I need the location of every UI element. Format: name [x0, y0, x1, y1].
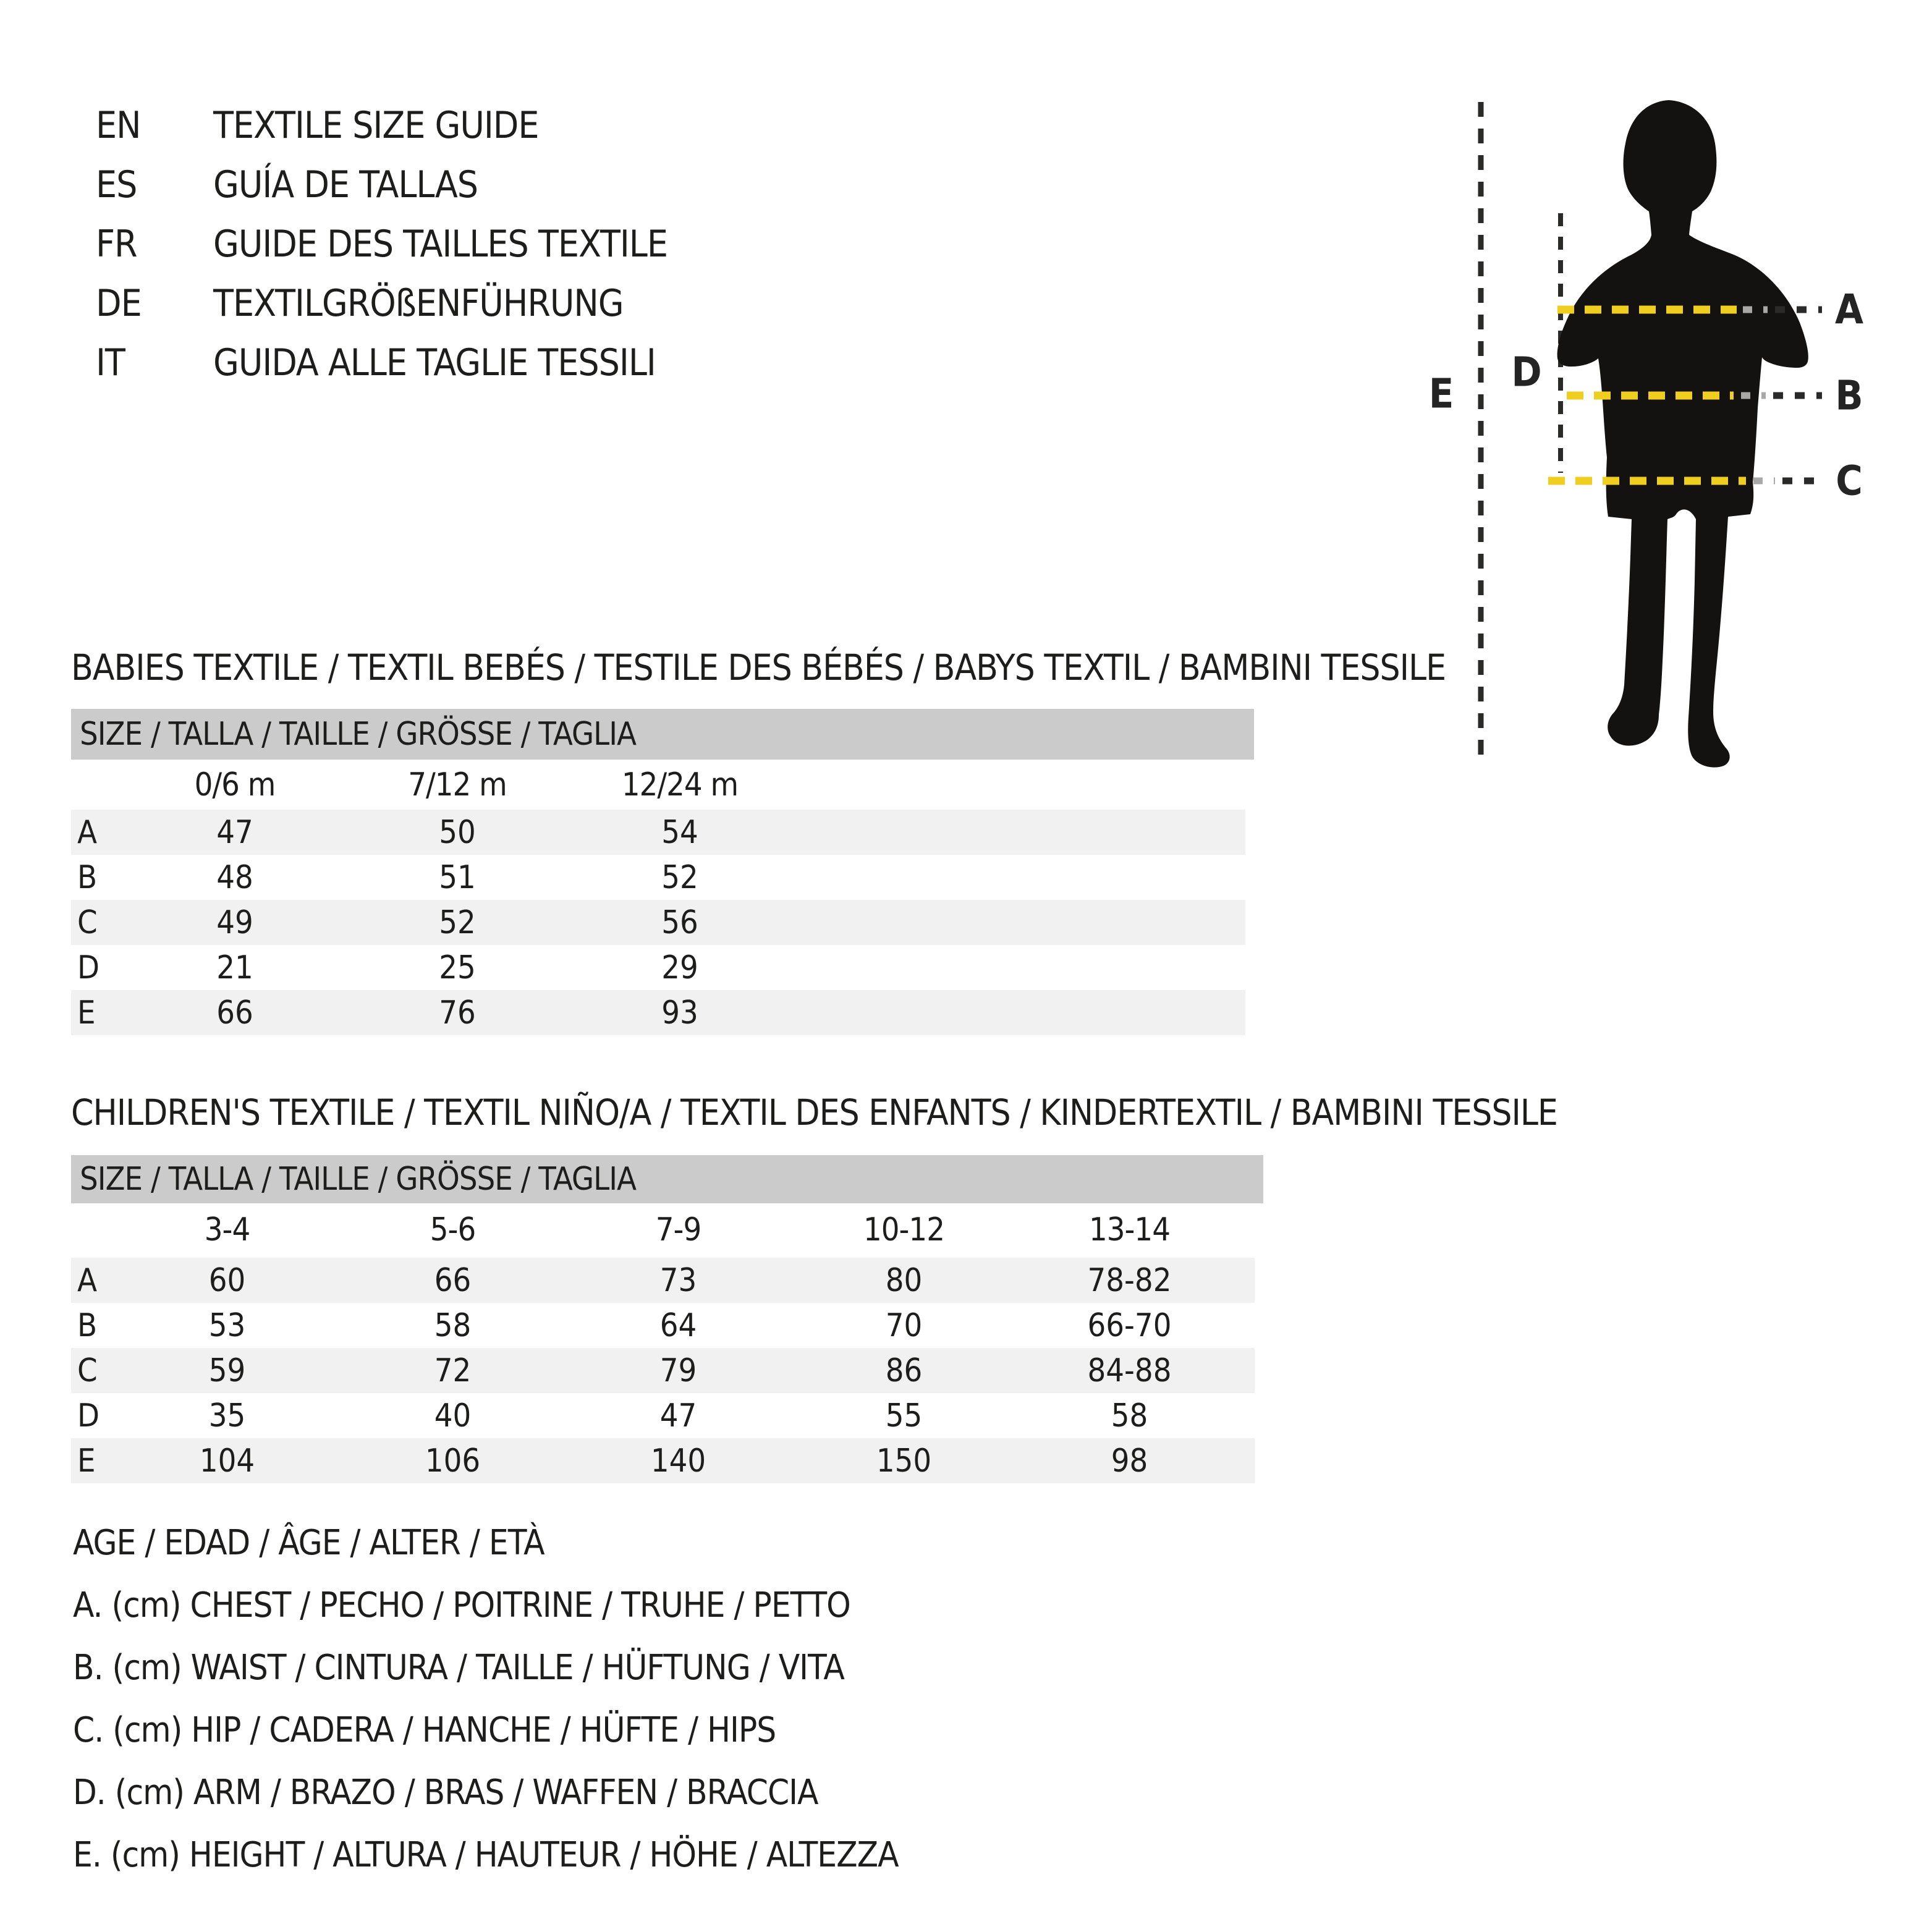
babies-column-header: 12/24 m [621, 766, 739, 803]
table-cell: 80 [885, 1261, 923, 1299]
table-row [71, 1303, 1255, 1348]
table-cell: 98 [1111, 1442, 1148, 1480]
children-column-header: 5-6 [430, 1211, 476, 1248]
table-row [71, 990, 1245, 1035]
row-label: C [77, 1352, 98, 1389]
table-cell: 47 [216, 813, 253, 851]
babies-column-header: 7/12 m [408, 766, 507, 803]
measurement-legend [73, 1522, 899, 1896]
table-cell: 106 [425, 1442, 481, 1480]
babies-table-rows [71, 810, 1245, 1035]
guide-title-it: GUIDA ALLE TAGLIE TESSILI [213, 341, 656, 384]
legend-line-waist: B. (cm) WAIST / CINTURA / TAILLE / HÜFTUNG / VITA [73, 1648, 844, 1688]
children-column-header: 13-14 [1089, 1211, 1170, 1248]
legend-line-chest: A. (cm) CHEST / PECHO / POITRINE / TRUHE / PETTO [73, 1585, 850, 1625]
row-label: D [77, 949, 100, 986]
row-label: B [77, 1307, 98, 1344]
table-cell: 84-88 [1087, 1352, 1172, 1389]
table-row [71, 1348, 1255, 1393]
table-cell: 52 [661, 858, 698, 896]
language-code: EN [96, 104, 141, 147]
table-cell: 58 [1111, 1397, 1148, 1434]
legend-line-age: AGE / EDAD / ÂGE / ALTER / ETÀ [73, 1523, 544, 1563]
table-cell: 29 [661, 949, 698, 986]
row-label: E [77, 994, 96, 1032]
measure-label-e: E [1428, 370, 1454, 418]
language-code: FR [96, 222, 137, 266]
table-cell: 66 [216, 994, 253, 1032]
row-label: E [77, 1442, 96, 1480]
table-cell: 25 [439, 949, 476, 986]
babies-section-heading: BABIES TEXTILE / TEXTIL BEBÉS / TESTILE DES BÉBÉS / BABYS TEXTIL / BAMBINI TESSILE [71, 646, 1446, 688]
table-cell: 72 [434, 1352, 472, 1389]
table-cell: 64 [659, 1307, 697, 1344]
table-cell: 93 [661, 994, 698, 1032]
table-cell: 58 [434, 1307, 472, 1344]
children-column-header: 10-12 [863, 1211, 944, 1248]
table-cell: 79 [659, 1352, 697, 1389]
children-column-header: 3-4 [204, 1211, 250, 1248]
table-row [71, 855, 1245, 900]
table-cell: 21 [216, 949, 253, 986]
legend-line-height: E. (cm) HEIGHT / ALTURA / HAUTEUR / HÖHE / ALTEZZA [73, 1835, 899, 1875]
babies-column-header: 0/6 m [194, 766, 276, 803]
measure-label-d: D [1511, 348, 1542, 396]
table-row [71, 1438, 1255, 1483]
language-code: DE [96, 282, 142, 325]
table-cell: 50 [439, 813, 476, 851]
language-row-fr [96, 222, 667, 266]
language-title-list [96, 104, 667, 400]
measure-label-a: A [1835, 286, 1863, 334]
children-section-heading: CHILDREN'S TEXTILE / TEXTIL NIÑO/A / TEXTIL DES ENFANTS / KINDERTEXTIL / BAMBINI TESSILE [71, 1091, 1557, 1133]
table-cell: 47 [659, 1397, 697, 1434]
table-cell: 66 [434, 1261, 472, 1299]
table-cell: 140 [650, 1442, 706, 1480]
table-cell: 35 [208, 1397, 246, 1434]
row-label: A [77, 813, 97, 851]
language-code: IT [96, 341, 125, 384]
language-row-de [96, 282, 667, 325]
table-cell: 56 [661, 904, 698, 941]
row-label: B [77, 858, 98, 896]
table-cell: 52 [439, 904, 476, 941]
table-cell: 54 [661, 813, 698, 851]
table-cell: 66-70 [1087, 1307, 1172, 1344]
row-label: D [77, 1397, 100, 1434]
language-row-en [96, 104, 667, 147]
table-cell: 49 [216, 904, 253, 941]
table-cell: 55 [885, 1397, 923, 1434]
babies-size-header-bar: SIZE / TALLA / TAILLE / GRÖSSE / TAGLIA [71, 709, 1254, 760]
table-cell: 60 [208, 1261, 246, 1299]
measure-label-b: B [1835, 371, 1863, 420]
children-table-rows [71, 1258, 1255, 1483]
table-row [71, 1393, 1255, 1438]
table-cell: 70 [885, 1307, 923, 1344]
legend-line-arm: D. (cm) ARM / BRAZO / BRAS / WAFFEN / BRACCIA [73, 1773, 818, 1813]
children-column-header-row [71, 1208, 1255, 1252]
table-cell: 59 [208, 1352, 246, 1389]
table-cell: 53 [208, 1307, 246, 1344]
measure-label-c: C [1836, 457, 1863, 505]
guide-title-en: TEXTILE SIZE GUIDE [213, 104, 539, 147]
row-label: A [77, 1261, 97, 1299]
language-row-it [96, 341, 667, 384]
table-cell: 48 [216, 858, 253, 896]
table-row [71, 945, 1245, 990]
guide-title-es: GUÍA DE TALLAS [213, 163, 478, 206]
guide-title-fr: GUIDE DES TAILLES TEXTILE [213, 222, 667, 266]
row-label: C [77, 904, 98, 941]
guide-title-de: TEXTILGRÖßENFÜHRUNG [213, 282, 624, 325]
babies-column-header-row [71, 763, 1245, 807]
table-cell: 76 [439, 994, 476, 1032]
child-silhouette [1557, 100, 1808, 768]
table-row [71, 900, 1245, 945]
table-cell: 104 [199, 1442, 255, 1480]
legend-line-hip: C. (cm) HIP / CADERA / HANCHE / HÜFTE / HIPS [73, 1710, 776, 1750]
table-cell: 51 [439, 858, 476, 896]
child-measurement-diagram [1409, 87, 1932, 782]
table-cell: 73 [659, 1261, 697, 1299]
children-size-header-bar: SIZE / TALLA / TAILLE / GRÖSSE / TAGLIA [71, 1155, 1263, 1203]
table-cell: 150 [876, 1442, 932, 1480]
table-row [71, 1258, 1255, 1303]
table-cell: 40 [434, 1397, 472, 1434]
table-cell: 78-82 [1087, 1261, 1172, 1299]
table-cell: 86 [885, 1352, 923, 1389]
language-code: ES [96, 163, 137, 206]
language-row-es [96, 163, 667, 206]
children-column-header: 7-9 [655, 1211, 701, 1248]
table-row [71, 810, 1245, 855]
